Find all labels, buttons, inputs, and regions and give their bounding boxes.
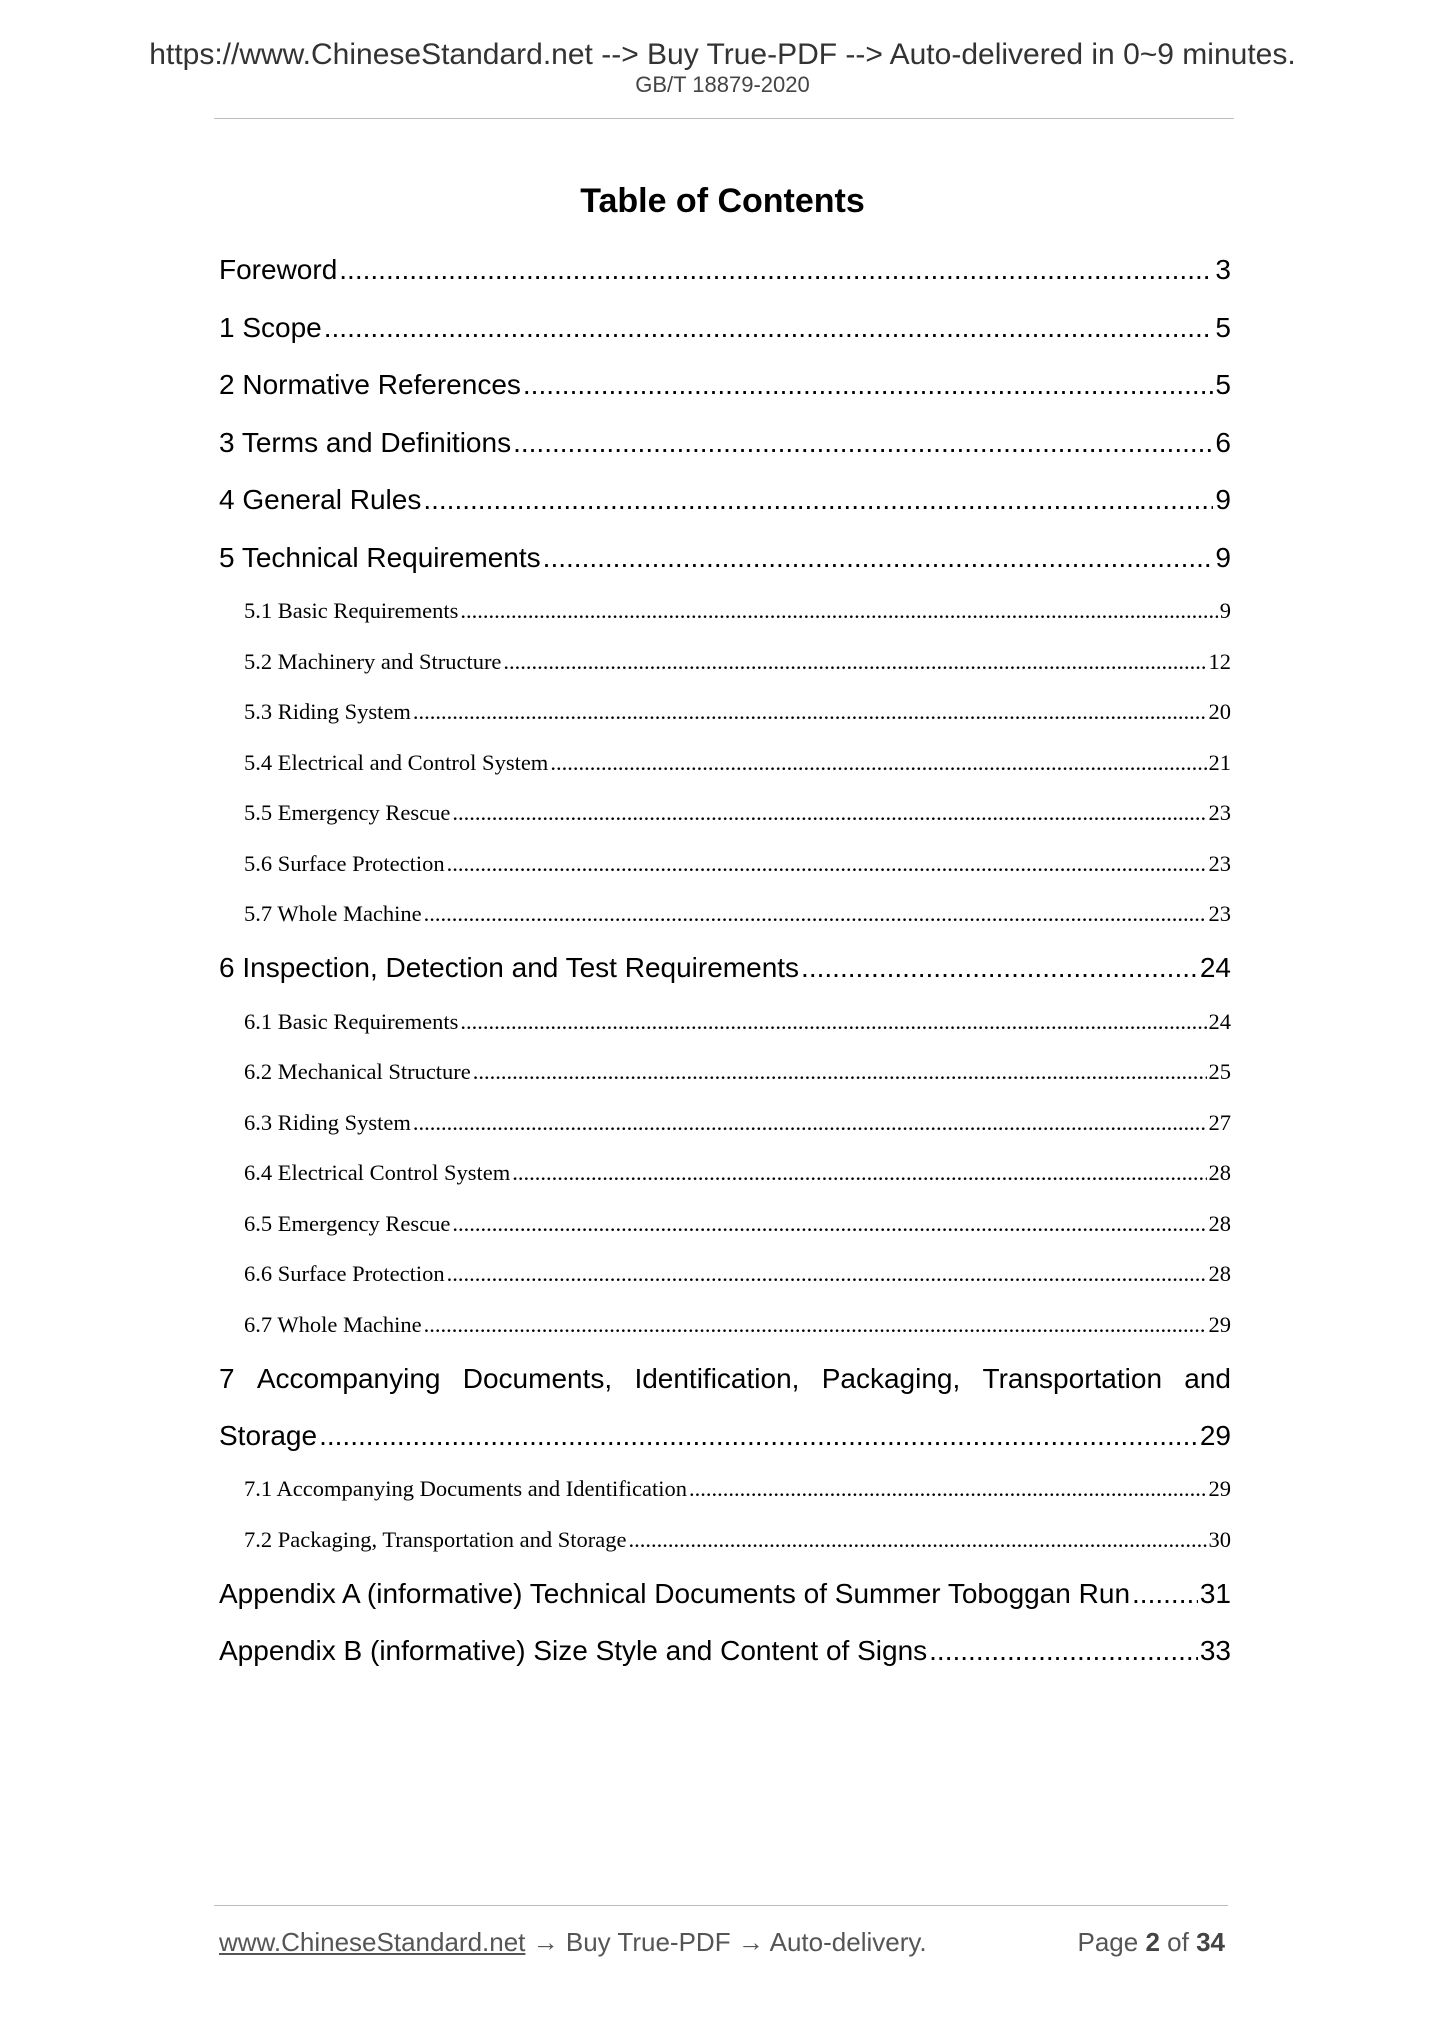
arrow-icon: →: [532, 1927, 559, 1957]
toc-word: 7: [219, 1362, 235, 1394]
toc-entry-section-7-line-2[interactable]: [219, 1412, 1231, 1470]
toc-entry-page: 9: [1215, 484, 1231, 515]
toc-entry-label: 5.5 Emergency Rescue: [244, 800, 451, 825]
toc-entry-appendix-a[interactable]: [219, 1570, 1231, 1628]
toc-entry-page: 29: [1199, 1419, 1231, 1451]
dot-leader: [550, 743, 1206, 783]
dot-leader: [319, 1412, 1198, 1460]
toc-entry-inspection-requirements[interactable]: [219, 944, 1231, 1002]
toc-entry-page: 33: [1199, 1635, 1231, 1666]
arrow-icon: →: [737, 1927, 764, 1957]
dot-leader: [447, 1254, 1207, 1294]
toc-entry-label: 5 Technical Requirements: [219, 541, 541, 573]
toc-entry-section-7-line-1[interactable]: [219, 1355, 1231, 1412]
toc-entry-label: 6.3 Riding System: [244, 1109, 411, 1135]
toc-entry-technical-requirements[interactable]: [219, 534, 1231, 592]
dot-leader: [512, 1153, 1206, 1193]
dot-leader: [324, 304, 1214, 352]
toc-entry-terms-definitions[interactable]: [219, 419, 1231, 477]
dot-leader: [523, 361, 1214, 409]
toc-entry-page: 31: [1199, 1577, 1231, 1609]
toc-entry-label: Appendix A (informative) Technical Documents of Summer Toboggan Run: [219, 1577, 1131, 1609]
toc-entry-label: 6.1 Basic Requirements: [244, 1008, 459, 1034]
dot-leader: [413, 692, 1207, 732]
toc-entry-5-2[interactable]: [219, 642, 1231, 693]
page-word: Page: [1077, 1927, 1139, 1957]
header-divider: [214, 118, 1234, 119]
toc-entry-label: Storage: [219, 1419, 318, 1451]
toc-entry-appendix-b[interactable]: [219, 1627, 1231, 1685]
toc-entry-label: 6 Inspection, Detection and Test Requirements: [219, 952, 800, 983]
toc-entry-page: 25: [1208, 1059, 1231, 1084]
toc-entry-7-1[interactable]: [219, 1469, 1231, 1520]
dot-leader: [628, 1520, 1206, 1560]
page-current: 2: [1145, 1927, 1160, 1957]
dot-leader: [339, 246, 1213, 294]
table-of-contents: [219, 246, 1231, 1685]
toc-entry-label: Appendix B (informative) Size Style and Content of Signs: [219, 1635, 928, 1666]
dot-leader: [413, 1103, 1207, 1143]
toc-entry-5-7[interactable]: [219, 894, 1231, 936]
site-banner: https://www.ChineseStandard.net --> Buy True-PDF --> Auto-delivered in 0~9 minutes.: [149, 38, 1296, 71]
toc-entry-label: 6.4 Electrical Control System: [244, 1160, 511, 1185]
footer-divider: [214, 1905, 1228, 1906]
page-title: Table of Contents: [580, 182, 865, 220]
toc-entry-6-2[interactable]: [219, 1052, 1231, 1103]
toc-entry-label: 7.1 Accompanying Documents and Identification: [244, 1476, 688, 1501]
toc-entry-label: 5.7 Whole Machine: [244, 901, 422, 926]
toc-entry-5-1[interactable]: [219, 591, 1231, 642]
dot-leader: [543, 534, 1214, 582]
page-total: 34: [1196, 1927, 1225, 1957]
toc-entry-page: 12: [1208, 648, 1231, 674]
dot-leader: [460, 591, 1217, 631]
dot-leader: [424, 894, 1207, 934]
toc-entry-page: 23: [1208, 800, 1231, 825]
toc-entry-page: 24: [1208, 1008, 1231, 1034]
toc-entry-5-5[interactable]: [219, 793, 1231, 844]
toc-entry-label: 5.6 Surface Protection: [244, 850, 445, 876]
toc-entry-label: 6.7 Whole Machine: [244, 1311, 422, 1337]
toc-entry-6-7[interactable]: [219, 1305, 1231, 1347]
dot-leader: [447, 844, 1207, 884]
toc-entry-5-3[interactable]: [219, 692, 1231, 743]
toc-entry-page: 30: [1208, 1526, 1231, 1552]
toc-entry-page: 6: [1215, 426, 1231, 458]
dot-leader: [452, 1204, 1206, 1244]
toc-entry-label: 3 Terms and Definitions: [219, 426, 512, 458]
toc-entry-label: Foreword: [219, 254, 338, 285]
toc-entry-label: 5.1 Basic Requirements: [244, 598, 459, 623]
toc-entry-page: 28: [1208, 1261, 1231, 1286]
footer-promo: [219, 1927, 927, 1958]
footer-delivery-text: Auto-delivery.: [769, 1927, 927, 1957]
toc-entry-page: 3: [1215, 254, 1231, 285]
toc-entry-general-rules[interactable]: [219, 476, 1231, 534]
toc-entry-page: 28: [1208, 1160, 1231, 1185]
dot-leader: [473, 1052, 1207, 1092]
standard-code: GB/T 18879-2020: [635, 72, 810, 97]
dot-leader: [424, 1305, 1207, 1345]
toc-entry-page: 9: [1215, 541, 1231, 573]
toc-entry-normative-references[interactable]: [219, 361, 1231, 419]
toc-word: Packaging,: [821, 1362, 961, 1394]
toc-entry-label: 6.5 Emergency Rescue: [244, 1210, 451, 1236]
dot-leader: [1132, 1570, 1198, 1618]
toc-entry-page: 28: [1208, 1210, 1231, 1236]
toc-entry-6-3[interactable]: [219, 1103, 1231, 1154]
toc-entry-label: 6.2 Mechanical Structure: [244, 1059, 471, 1084]
toc-entry-label: 4 General Rules: [219, 484, 422, 515]
toc-word: Identification,: [634, 1362, 800, 1394]
toc-entry-6-5[interactable]: [219, 1204, 1231, 1255]
toc-entry-page: 23: [1208, 901, 1231, 926]
dot-leader: [689, 1469, 1206, 1509]
toc-word: Accompanying: [256, 1362, 441, 1394]
toc-entry-label: 2 Normative References: [219, 369, 521, 400]
dot-leader: [801, 944, 1198, 992]
dot-leader: [929, 1627, 1198, 1675]
toc-entry-page: 5: [1215, 369, 1231, 400]
toc-entry-page: 23: [1208, 850, 1231, 876]
dot-leader: [452, 793, 1206, 833]
toc-entry-5-4[interactable]: [219, 743, 1231, 794]
toc-entry-5-6[interactable]: [219, 844, 1231, 895]
page-footer: [219, 1927, 1225, 1958]
toc-entry-scope[interactable]: [219, 304, 1231, 362]
of-word: of: [1167, 1927, 1189, 1957]
dot-leader: [423, 476, 1213, 524]
toc-entry-page: 24: [1199, 952, 1231, 983]
toc-entry-page: 29: [1208, 1476, 1231, 1501]
toc-entry-label: 1 Scope: [219, 311, 322, 343]
toc-entry-6-6[interactable]: [219, 1254, 1231, 1305]
toc-entry-label: 5.4 Electrical and Control System: [244, 749, 549, 775]
toc-entry-6-4[interactable]: [219, 1153, 1231, 1204]
toc-entry-page: 20: [1208, 699, 1231, 724]
toc-entry-page: 21: [1208, 749, 1231, 775]
dot-leader: [460, 1002, 1206, 1042]
toc-word: and: [1184, 1362, 1231, 1394]
toc-entry-page: 9: [1219, 598, 1231, 623]
toc-entry-label: 6.6 Surface Protection: [244, 1261, 445, 1286]
page-counter: [1077, 1927, 1225, 1958]
toc-word: Transportation: [982, 1362, 1163, 1394]
toc-entry-label: 5.2 Machinery and Structure: [244, 648, 502, 674]
toc-word: Documents,: [462, 1362, 613, 1394]
toc-entry-page: 27: [1208, 1109, 1231, 1135]
toc-entry-foreword[interactable]: [219, 246, 1231, 304]
dot-leader: [503, 642, 1206, 682]
dot-leader: [513, 419, 1213, 467]
footer-site-link[interactable]: www.ChineseStandard.net: [219, 1927, 526, 1957]
toc-entry-page: 29: [1208, 1311, 1231, 1337]
footer-buy-text: Buy True-PDF: [565, 1927, 731, 1957]
toc-entry-7-2[interactable]: [219, 1520, 1231, 1562]
toc-entry-label: 5.3 Riding System: [244, 699, 411, 724]
toc-entry-6-1[interactable]: [219, 1002, 1231, 1053]
toc-entry-page: 5: [1215, 311, 1231, 343]
toc-entry-label: 7.2 Packaging, Transportation and Storage: [244, 1526, 627, 1552]
